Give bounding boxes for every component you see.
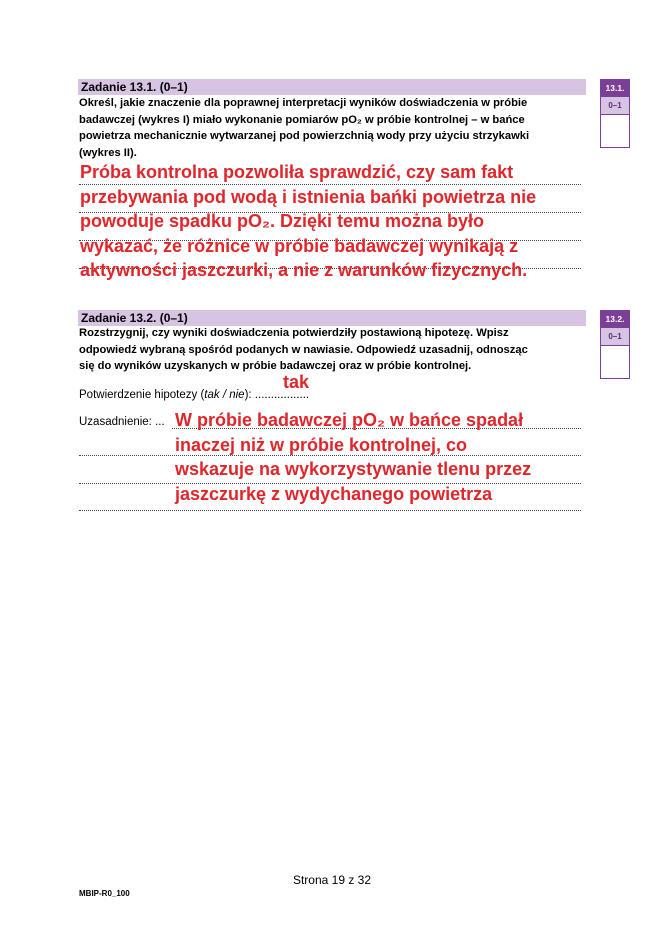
hypothesis-answer: tak bbox=[283, 372, 310, 392]
instruction-line: się do wyników uzyskanych w próbie badawczej oraz w próbie kontrolnej. bbox=[79, 360, 472, 372]
instruction-line: badawczej (wykres I) miało wykonanie pomiarów pO₂ w próbie kontrolnej – w bańce bbox=[79, 113, 525, 126]
instruction-line: Określ, jakie znaczenie dla poprawnej interpretacji wyników doświadczenia w próbie bbox=[79, 97, 528, 109]
answer-text-line: przebywania pod wodą i istnienia bańki powietrza nie bbox=[80, 186, 537, 207]
confirm-label-options: tak / nie bbox=[204, 389, 245, 401]
answer-text-line: W próbie badawczej pO₂ w bańce spadał bbox=[175, 410, 524, 430]
answer-text-line: wykazać, że różnice w próbie badawczej wynikają z bbox=[80, 235, 519, 256]
justification-label: Uzasadnienie: ... bbox=[79, 416, 165, 428]
instruction-line: odpowiedź wybraną spośród podanych w nawiasie. Odpowiedź uzasadnij, odnosząc bbox=[79, 343, 528, 356]
answer-text-line: wskazuje na wykorzystywanie tlenu przez bbox=[175, 459, 532, 479]
task-13-1-answer bbox=[80, 160, 580, 283]
document-code: MBIP-R0_100 bbox=[79, 889, 130, 898]
score-box-label: 13.2. bbox=[601, 311, 629, 328]
instruction-line: Rozstrzygnij, czy wyniki doświadczenia potwierdziły postawioną hipotezę. Wpisz bbox=[79, 327, 509, 339]
page-number: Strona 19 z 32 bbox=[292, 873, 372, 887]
answer-text-line: powoduje spadku pO₂. Dzięki temu można było bbox=[80, 211, 485, 231]
task-13-2-title: Zadanie 13.2. (0–1) bbox=[81, 311, 188, 325]
confirm-label-prefix: Potwierdzenie hipotezy ( bbox=[79, 389, 205, 401]
score-box-points: 0–1 bbox=[601, 97, 629, 114]
task-13-2-header bbox=[78, 310, 586, 326]
answer-text-line: inaczej niż w próbie kontrolnej, co bbox=[175, 434, 468, 455]
task-13-2-instruction bbox=[79, 325, 579, 375]
task-13-1-instruction bbox=[79, 95, 579, 161]
score-box-13-2 bbox=[600, 310, 630, 379]
task-13-1-header bbox=[78, 79, 586, 95]
confirm-label-suffix: ): ................. bbox=[244, 389, 310, 401]
answer-text-line: aktywności jaszczurki, a nie z warunków fizycznych. bbox=[80, 260, 528, 280]
task-13-1-title: Zadanie 13.1. (0–1) bbox=[81, 80, 188, 94]
score-entry-cell[interactable] bbox=[601, 345, 629, 378]
score-box-13-1 bbox=[600, 79, 630, 148]
hypothesis-confirmation-label bbox=[79, 389, 309, 401]
instruction-line: (wykres II). bbox=[79, 146, 137, 159]
task-13-2-justification bbox=[175, 408, 575, 506]
answer-line bbox=[79, 510, 581, 511]
answer-text-line: jaszczurkę z wydychanego powietrza bbox=[175, 483, 493, 504]
score-entry-cell[interactable] bbox=[601, 114, 629, 147]
answer-text-line: Próba kontrolna pozwoliła sprawdzić, czy sam fakt bbox=[80, 162, 514, 182]
score-box-label: 13.1. bbox=[601, 80, 629, 97]
instruction-line: powietrza mechanicznie wytwarzanej pod powierzchnią wody przy użyciu strzykawki bbox=[79, 130, 530, 142]
score-box-points: 0–1 bbox=[601, 328, 629, 345]
